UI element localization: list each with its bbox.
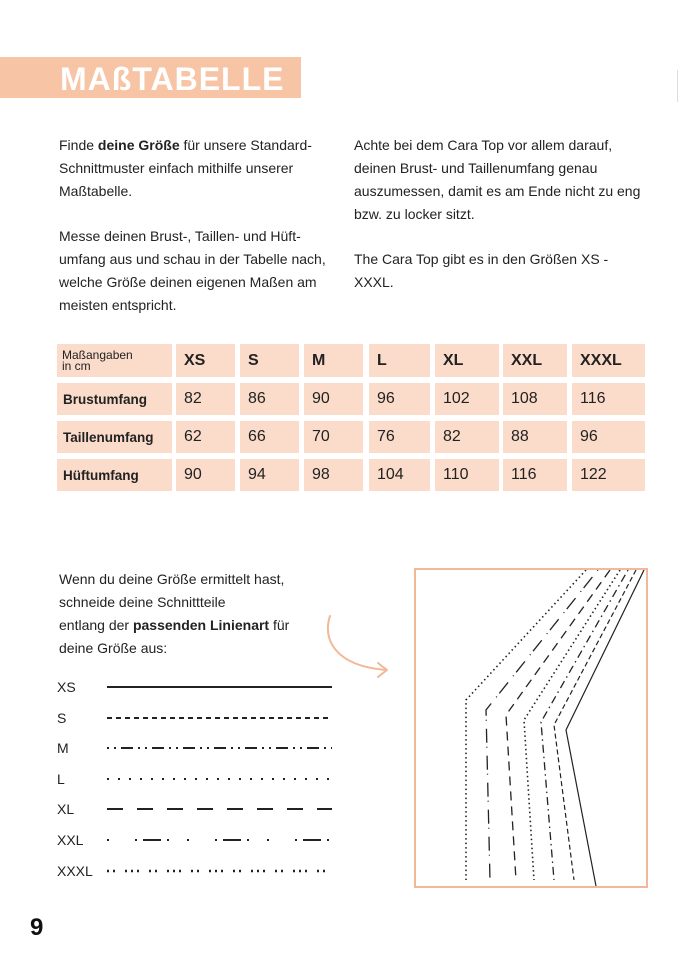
table-cell: 122: [572, 459, 645, 491]
p1-bold: deine Größe: [97, 137, 180, 153]
edge-divider: [677, 70, 678, 102]
curved-arrow-icon: [318, 610, 398, 685]
table-cell: 82: [176, 383, 235, 415]
header-size-xs: XS: [176, 344, 235, 377]
table-cell: 66: [240, 421, 299, 453]
table-cell: 108: [503, 383, 567, 415]
pattern-line-s: [554, 570, 636, 880]
legend-label-xxl: XXL: [57, 832, 84, 848]
p1-text-end: für unsere Standard-Schnittmuster einfach mithilfe unserer Maßtabelle.: [59, 137, 312, 199]
table-cell: 96: [369, 383, 430, 415]
header-size-xxxl: XXXL: [572, 344, 645, 377]
table-cell: 116: [572, 383, 645, 415]
table-cell: 62: [176, 421, 235, 453]
page-title: MAßTABELLE: [60, 61, 285, 97]
table-cell: 102: [435, 383, 499, 415]
line-style-legend: [100, 676, 340, 876]
legend-label-xs: XS: [57, 679, 76, 695]
table-cell: 86: [240, 383, 299, 415]
header-size-xxl: XXL: [503, 344, 567, 377]
table-cell: 96: [572, 421, 645, 453]
legend-label-xl: XL: [57, 801, 75, 817]
p1-text-start: Finde: [59, 137, 98, 153]
intro-line-3-bold: passenden Linienart: [132, 617, 270, 633]
table-cell: 90: [304, 383, 363, 415]
intro-paragraph-2: Messe deinen Brust-, Taillen- und Hüftumfang aus und schau in der Tabelle nach, welche Größe deinen eigenen Maßen am meisten entspricht.: [59, 228, 326, 313]
line-legend-intro: [59, 568, 339, 660]
legend-label-l: L: [57, 771, 65, 787]
pattern-line-l: [524, 570, 620, 880]
pattern-lines: [416, 570, 646, 886]
intro-line-4: deine Größe aus:: [59, 640, 168, 656]
row-label-hueftumfang: Hüftumfang: [57, 459, 172, 491]
pattern-line-xs: [566, 570, 644, 886]
table-cell: 98: [304, 459, 363, 491]
row-label-brustumfang: Brustumfang: [57, 383, 172, 415]
table-cell: 110: [435, 459, 499, 491]
intro-line-2: schneide deine Schnittteile: [59, 594, 226, 610]
info-paragraph-1: Achte bei dem Cara Top vor allem darauf, deinen Brust- und Taillenumfang genau auszumessen, damit es am Ende nicht zu eng bzw. zu locker sitzt.: [354, 137, 641, 222]
info-paragraph-2: The Cara Top gibt es in den Größen XS - XXXL.: [354, 251, 609, 290]
table-cell: 82: [435, 421, 499, 453]
header-size-s: S: [240, 344, 299, 377]
pattern-illustration: [414, 568, 648, 888]
intro-paragraph-1: [59, 134, 329, 203]
header-size-xl: XL: [435, 344, 499, 377]
header-size-m: M: [304, 344, 363, 377]
legend-label-s: S: [57, 710, 67, 726]
table-cell: 104: [369, 459, 430, 491]
table-cell: 94: [240, 459, 299, 491]
page-number: 9: [30, 914, 44, 941]
corner-line-2: in cm: [62, 358, 91, 373]
table-cell: 88: [503, 421, 567, 453]
table-cell: 76: [369, 421, 430, 453]
legend-label-m: M: [57, 740, 69, 756]
pattern-line-xl: [506, 570, 610, 880]
pattern-line-m: [541, 570, 628, 880]
table-corner-cell: [57, 344, 172, 377]
table-cell: 70: [304, 421, 363, 453]
intro-line-3-end: für: [269, 617, 290, 633]
table-cell: 90: [176, 459, 235, 491]
legend-label-xxxl: XXXL: [57, 863, 93, 879]
intro-line-3-start: entlang der: [59, 617, 133, 633]
corner-line-1: Maßangaben: [62, 347, 133, 362]
intro-line-1: Wenn du deine Größe ermittelt hast,: [59, 571, 285, 587]
row-label-taillenumfang: Taillenumfang: [57, 421, 172, 453]
header-size-l: L: [369, 344, 430, 377]
table-cell: 116: [503, 459, 567, 491]
